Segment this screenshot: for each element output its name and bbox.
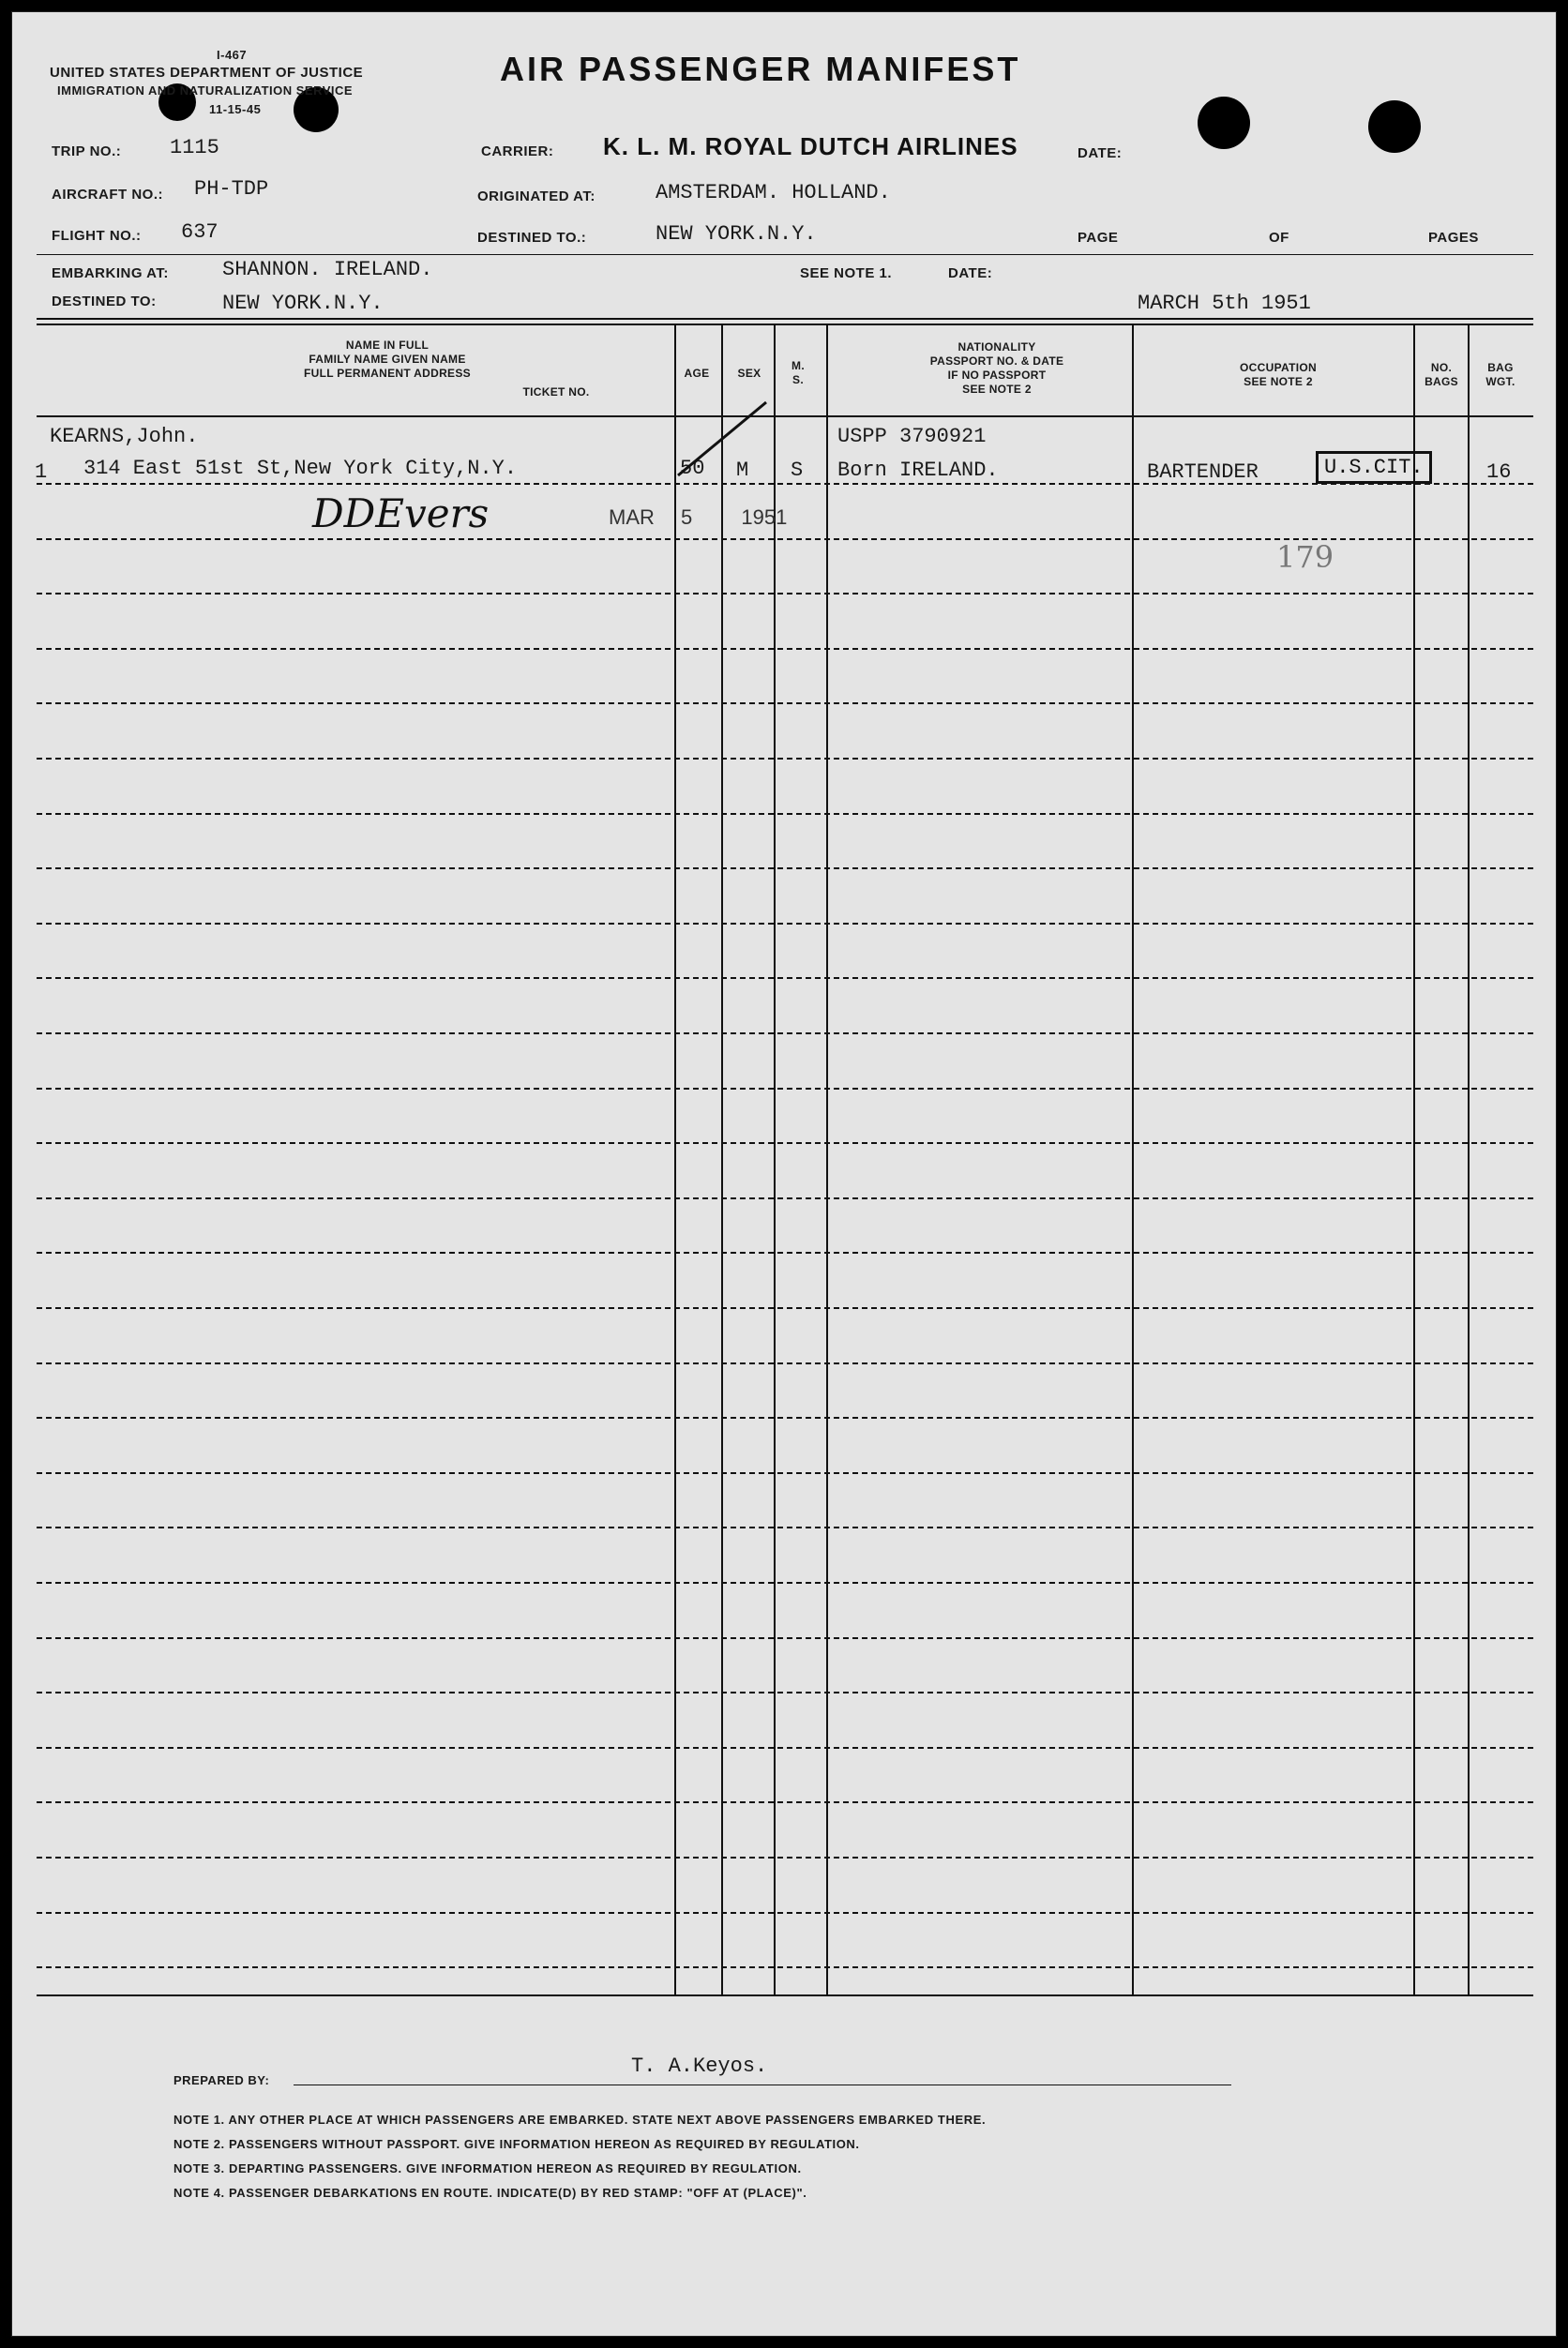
note-2: NOTE 2. PASSENGERS WITHOUT PASSPORT. GIVE INFORMATION HEREON AS REQUIRED BY REGULATION. bbox=[173, 2137, 860, 2151]
col-header-bag-wgt-line: BAG bbox=[1487, 361, 1514, 374]
of-label: OF bbox=[1269, 230, 1289, 246]
col-header-occupation bbox=[1138, 361, 1419, 389]
col-divider bbox=[674, 324, 676, 1994]
row-rule bbox=[37, 1142, 1533, 1144]
table-bottom-rule bbox=[37, 1994, 1533, 1996]
row-rule bbox=[37, 977, 1533, 979]
punch-hole-icon bbox=[1368, 100, 1421, 153]
passenger-passport: USPP 3790921 bbox=[837, 425, 987, 448]
destined-value: NEW YORK.N.Y. bbox=[656, 222, 817, 246]
row-rule bbox=[37, 1362, 1533, 1364]
stamp-year: 1951 bbox=[741, 505, 788, 529]
page-title: AIR PASSENGER MANIFEST bbox=[500, 50, 1021, 88]
col-header-bags bbox=[1415, 361, 1468, 389]
inspector-signature: DDEvers bbox=[312, 490, 490, 536]
row-rule bbox=[37, 1307, 1533, 1309]
col-header-name-line: FAMILY NAME GIVEN NAME bbox=[309, 353, 466, 366]
agency-department: UNITED STATES DEPARTMENT OF JUSTICE bbox=[50, 65, 364, 81]
passenger-birthplace: Born IRELAND. bbox=[837, 459, 999, 482]
table-top-rule bbox=[37, 324, 1533, 325]
passenger-sex: M bbox=[736, 459, 749, 482]
col-divider bbox=[1468, 324, 1470, 1994]
row-rule bbox=[37, 648, 1533, 650]
prepared-by-label: PREPARED BY: bbox=[173, 2073, 270, 2087]
row-rule bbox=[37, 758, 1533, 760]
row-rule bbox=[37, 1637, 1533, 1639]
trip-no-value: 1115 bbox=[170, 136, 219, 159]
see-note-label: SEE NOTE 1. bbox=[800, 265, 893, 281]
col-header-bags-line: NO. bbox=[1430, 361, 1453, 374]
row-rule bbox=[37, 593, 1533, 595]
row-rule bbox=[37, 813, 1533, 815]
col-header-name-line: FULL PERMANENT ADDRESS bbox=[304, 367, 471, 380]
row-rule bbox=[37, 1088, 1533, 1090]
punch-hole-icon bbox=[1198, 97, 1250, 149]
col-divider bbox=[1413, 324, 1415, 1994]
col-divider bbox=[1132, 324, 1134, 1994]
aircraft-no-label: AIRCRAFT NO.: bbox=[52, 187, 163, 203]
col-header-ms-line: S. bbox=[792, 373, 804, 386]
manifest-sheet bbox=[11, 11, 1557, 2337]
row-rule bbox=[37, 483, 1533, 485]
col-header-bag-wgt bbox=[1468, 361, 1533, 389]
slash-mark bbox=[669, 397, 781, 481]
carrier-value: K. L. M. ROYAL DUTCH AIRLINES bbox=[603, 132, 1018, 160]
passenger-marital-status: S bbox=[791, 459, 804, 482]
row-rule bbox=[37, 1801, 1533, 1803]
col-header-name bbox=[200, 339, 575, 381]
col-divider bbox=[721, 324, 723, 1994]
col-header-occupation-line: SEE NOTE 2 bbox=[1244, 375, 1313, 388]
destined2-label: DESTINED TO: bbox=[52, 294, 157, 309]
passenger-line-number: 1 bbox=[35, 460, 48, 484]
row-rule bbox=[37, 1032, 1533, 1034]
row-rule bbox=[37, 1582, 1533, 1584]
page-sequence-number: 179 bbox=[1276, 539, 1334, 575]
stamp-month: MAR bbox=[609, 505, 655, 529]
trip-no-label: TRIP NO.: bbox=[52, 143, 122, 159]
manifest-date: MARCH 5th 1951 bbox=[1138, 292, 1311, 315]
note-3: NOTE 3. DEPARTING PASSENGERS. GIVE INFORMATION HEREON AS REQUIRED BY REGULATION. bbox=[173, 2161, 802, 2175]
passenger-name: KEARNS,John. bbox=[50, 425, 199, 448]
col-header-bag-wgt-line: WGT. bbox=[1485, 375, 1515, 388]
col-divider bbox=[774, 324, 776, 1994]
embarking-value: SHANNON. IRELAND. bbox=[222, 258, 433, 281]
row-rule bbox=[37, 1747, 1533, 1749]
row-rule bbox=[37, 1252, 1533, 1254]
col-header-nationality-line: PASSPORT NO. & DATE bbox=[929, 354, 1064, 368]
col-header-age: AGE bbox=[684, 367, 710, 380]
passenger-address: 314 East 51st St,New York City,N.Y. bbox=[83, 457, 518, 480]
embarking-label: EMBARKING AT: bbox=[52, 265, 169, 281]
agency-service: IMMIGRATION AND NATURALIZATION SERVICE bbox=[57, 83, 354, 98]
col-header-nationality-line: IF NO PASSPORT bbox=[947, 369, 1047, 382]
col-header-occupation-line: OCCUPATION bbox=[1240, 361, 1317, 374]
destined2-value: NEW YORK.N.Y. bbox=[222, 292, 384, 315]
col-header-nationality-line: NATIONALITY bbox=[957, 340, 1036, 354]
row-rule bbox=[37, 1857, 1533, 1859]
header-divider bbox=[37, 254, 1533, 255]
pages-label: PAGES bbox=[1428, 230, 1479, 246]
col-header-name-line: NAME IN FULL bbox=[345, 339, 430, 352]
col-header-ms-line: M. bbox=[792, 359, 805, 372]
form-number: I-467 bbox=[217, 48, 248, 62]
row-rule bbox=[37, 1197, 1533, 1199]
col-header-bags-line: BAGS bbox=[1425, 375, 1458, 388]
col-header-nationality bbox=[847, 340, 1147, 397]
row-rule bbox=[37, 1912, 1533, 1914]
us-cit-stamp: U.S.CIT. bbox=[1316, 451, 1432, 484]
stamp-day: 5 bbox=[681, 505, 693, 529]
row-rule bbox=[37, 1692, 1533, 1693]
prepared-by-value: T. A.Keyos. bbox=[631, 2054, 768, 2078]
aircraft-no-value: PH-TDP bbox=[194, 177, 269, 201]
passenger-bag-weight: 16 bbox=[1486, 460, 1512, 484]
note-1: NOTE 1. ANY OTHER PLACE AT WHICH PASSENGERS ARE EMBARKED. STATE NEXT ABOVE PASSENGERS EMBARKED THERE. bbox=[173, 2113, 987, 2127]
row-rule bbox=[37, 1417, 1533, 1419]
passenger-occupation: BARTENDER bbox=[1147, 460, 1259, 484]
note-4: NOTE 4. PASSENGER DEBARKATIONS EN ROUTE. INDICATE(D) BY RED STAMP: "OFF AT (PLACE)". bbox=[173, 2186, 807, 2200]
header-bottom-rule bbox=[37, 415, 1533, 417]
carrier-label: CARRIER: bbox=[481, 143, 554, 159]
row-rule bbox=[37, 1472, 1533, 1474]
originated-value: AMSTERDAM. HOLLAND. bbox=[656, 181, 891, 204]
row-rule bbox=[37, 1966, 1533, 1968]
col-header-sex: SEX bbox=[737, 367, 761, 380]
page-label: PAGE bbox=[1078, 230, 1119, 246]
originated-label: ORIGINATED AT: bbox=[477, 188, 596, 204]
destined-label: DESTINED TO.: bbox=[477, 230, 587, 246]
row-rule bbox=[37, 867, 1533, 869]
inspection-stamp-date bbox=[609, 505, 787, 530]
table-top-rule bbox=[37, 318, 1533, 320]
flight-no-label: FLIGHT NO.: bbox=[52, 228, 142, 244]
row-rule bbox=[37, 923, 1533, 925]
col-header-nationality-line: SEE NOTE 2 bbox=[962, 383, 1032, 396]
date-label: DATE: bbox=[1078, 145, 1123, 161]
flight-no-value: 637 bbox=[181, 220, 219, 244]
col-header-ticket: TICKET NO. bbox=[522, 385, 590, 399]
row-rule bbox=[37, 702, 1533, 704]
date2-label: DATE: bbox=[948, 265, 993, 281]
row-rule bbox=[37, 1527, 1533, 1528]
passenger-age: 50 bbox=[680, 457, 705, 480]
form-date: 11-15-45 bbox=[209, 102, 262, 116]
col-divider bbox=[826, 324, 828, 1994]
col-header-ms bbox=[772, 359, 824, 387]
